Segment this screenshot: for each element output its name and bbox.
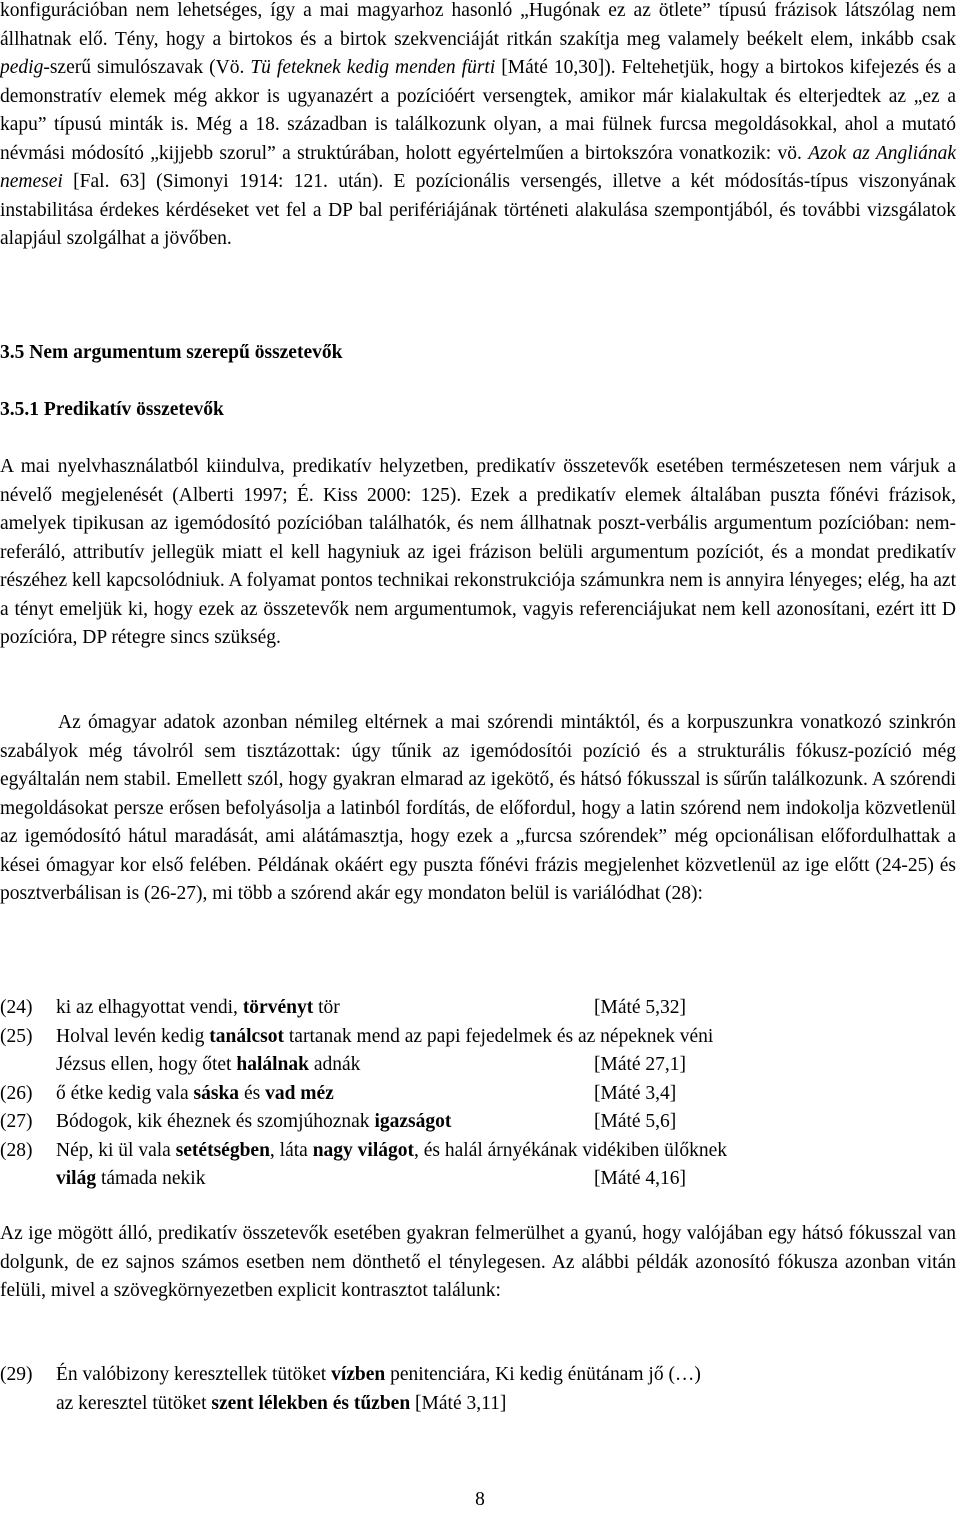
example-source: [Máté 3,4] [594, 1082, 677, 1104]
example-source: [Máté 4,16] [594, 1168, 687, 1189]
page-number: 8 [475, 1489, 485, 1510]
example-text-continued: az keresztel tütöket szent lélekben és tűzben [Máté 3,11] [56, 1392, 507, 1414]
example-source: [Máté 5,32] [594, 997, 687, 1018]
example-text: ő étke kedig vala sáska és vad méz [56, 1082, 334, 1104]
example-source: [Máté 27,1] [594, 1054, 687, 1075]
example-text: Bódogok, kik éheznek és szomjúhoznak igazságot [56, 1111, 452, 1132]
example-number: (24) [0, 997, 33, 1018]
example-text-continued: Jézsus ellen, hogy őtet halálnak adnák [56, 1054, 361, 1075]
body-paragraph: Az ige mögött álló, predikatív összetevők esetében gyakran felmerülhet a gyanú, hogy valójában egy hátsó fókusszal van dolgunk, de ez sajnos számos esetben nem dönthető el ténylegesen. Az alábbi példák azonosító fókusza azonban vitán felüli, mivel a szövegkörnyezetben explicit kontrasztot találunk: [0, 1223, 956, 1301]
example-text: ki az elhagyottat vendi, törvényt tör [56, 997, 340, 1018]
subsection-heading: 3.5.1 Predikatív összetevők [0, 399, 224, 420]
body-paragraph: A mai nyelvhasználatból kiindulva, predikatív helyzetben, predikatív összetevők esetében természetesen nem várjuk a névelő megjelenését (Alberti 1997; É. Kiss 2000: 125). Ezek a predikatív elemek általában puszta főnévi frázisok, amelyek tipikusan az igemódosító pozícióban találhatók, és nem állhatnak poszt-verbális argumentum pozícióban: nem-referáló, attributív jellegük miatt el kell hagyniuk az igei frázison belüli argumentum pozíciót, és a mondat predikatív részéhez kell kapcsolódniuk. A folyamat pontos technikai rekonstrukciója számunkra nem is annyira lényeges; elég, ha azt a tényt emeljük ki, hogy ezek az összetevők nem argumentumok, vagyis referenciájukat nem kell azonosítani, ezért itt D pozícióra, DP rétegre sincs szükség. [0, 456, 956, 648]
example-text: Nép, ki ül vala setétségben, láta nagy világot, és halál árnyékának vidékiben ülőknek [56, 1139, 727, 1161]
section-heading: 3.5 Nem argumentum szerepű összetevők [0, 342, 343, 363]
example-number: (25) [0, 1025, 33, 1047]
example-number: (28) [0, 1139, 33, 1161]
example-number: (29) [0, 1364, 33, 1385]
example-number: (26) [0, 1082, 33, 1104]
example-number: (27) [0, 1111, 33, 1132]
example-source: [Máté 5,6] [594, 1111, 677, 1132]
example-text: Én valóbizony keresztellek tütöket vízben penitenciára, Ki kedig énütánam jő (…) [56, 1364, 701, 1385]
example-text: Holval levén kedig tanálcsot tartanak mend az papi fejedelmek és az népeknek véni [56, 1025, 714, 1047]
body-paragraph: konfigurációban nem lehetséges, így a mai magyarhoz hasonló „Hugónak ez az ötlete” típusú frázisok látszólag nem állhatnak elő. Tény, hogy a birtokos és a birtok szekvenciáját ritkán szakítja meg valamely beékelt elem, inkább csak pedig-szerű simulószavak (Vö. Tü feteknek kedig menden fürti [Máté 10,30]). Feltehetjük, hogy a birtokos kifejezés és a demonstratív elemek még akkor is ugyanazért a pozícióért versengtek, amikor már kialakultak és elterjedtek az „ez a kapu” típusú minták is. Még a 18. században is találkozunk olyan, a mai fülnek furcsa megoldásokkal, ahol a mutató névmási módosító „kijjebb szorul” a struktúrában, holott egyértelműen a birtokszóra vonatkozik: vö. Azok az Angliának nemesei [Fal. 63] (Simonyi 1914: 121. után). E pozícionális versengés, illetve a két módosítás-típus viszonyának instabilitása érdekes kérdéseket vet fel a DP bal perifériájának történeti alakulása szempontjából, és további vizsgálatok alapjául szolgálhat a jövőben. [0, 0, 956, 249]
example-text-continued: világ támada nekik [56, 1168, 206, 1189]
body-paragraph: Az ómagyar adatok azonban némileg eltérnek a mai szórendi mintáktól, és a korpuszunkra vonatkozó szinkrón szabályok még távolról sem tisztázottak: úgy tűnik az igemódosítói pozíció és a strukturális fókusz-pozíció még egyáltalán nem stabil. Emellett szól, hogy gyakran elmarad az igekötő, és hátsó fókusszal is sűrűn találkozunk. A szórendi megoldásokat persze erősen befolyásolja a latinból fordítás, de előfordul, hogy a latin szórend nem indokolja közvetlenül az igemódosító hátul maradását, ami alátámasztja, hogy ezek a „furcsa szórendek” még opcionálisan előfordulhattak a kései ómagyar kor első felében. Példának okáért egy puszta főnévi frázis megjelenhet közvetlenül az ige előtt (24-25) és posztverbálisan is (26-27), mi több a szórend akár egy mondaton belül is variálódhat (28): [0, 712, 956, 904]
